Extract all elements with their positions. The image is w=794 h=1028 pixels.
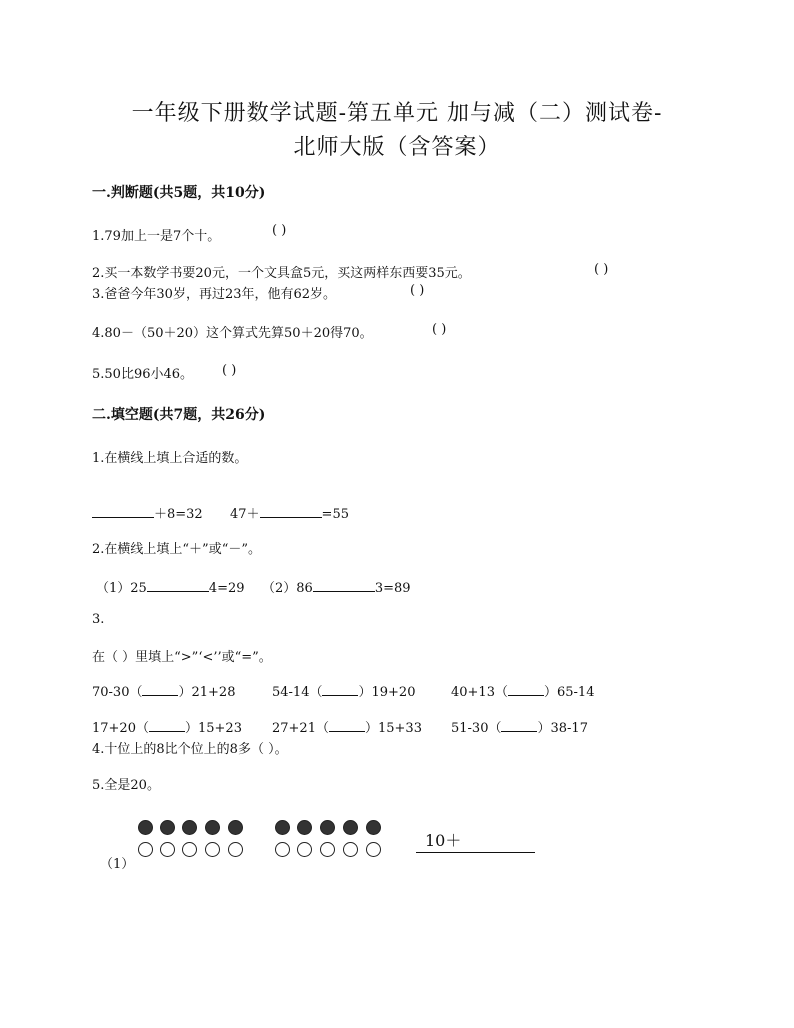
answer-blank[interactable] — [260, 505, 322, 518]
empty-dot — [297, 842, 312, 857]
filled-dot — [138, 820, 153, 835]
filled-dot — [205, 820, 220, 835]
fill-question-2-prompt: 2.在横线上填上“＋”或“－”。 — [92, 542, 261, 557]
question-text: 2.买一本数学书要20元，一个文具盒5元，买这两样东西要35元。 — [92, 266, 471, 281]
expr-text: ＋8=32 — [154, 507, 203, 522]
expr-text: 4=29 — [208, 581, 245, 596]
judge-question-5 — [92, 363, 193, 382]
expr-text: ）65-14 — [543, 685, 595, 700]
answer-paren-3[interactable]: ( ) — [410, 283, 425, 298]
compare-item — [451, 717, 588, 736]
answer-blank[interactable] — [329, 719, 365, 732]
expr-text: ）15+33 — [364, 721, 422, 736]
expr-text: 27+21（ — [272, 721, 329, 736]
judge-question-3 — [92, 283, 336, 302]
section2-heading: 二.填空题(共7题，共26分) — [92, 407, 266, 423]
filled-dot — [320, 820, 335, 835]
answer-blank[interactable] — [501, 719, 537, 732]
answer-paren-2[interactable]: ( ) — [594, 262, 609, 277]
answer-paren-4[interactable]: ( ) — [432, 322, 447, 337]
compare-item — [451, 681, 594, 700]
compare-item — [92, 717, 242, 736]
filled-dot — [275, 820, 290, 835]
fill-question-3-prompt: 在（ ）里填上“>”‘<’’或“=”。 — [92, 650, 272, 665]
answer-blank[interactable] — [92, 505, 154, 518]
question-text: 5.50比96小46。 — [92, 367, 194, 382]
expr-text: 70-30（ — [92, 685, 143, 700]
filled-dot — [160, 820, 175, 835]
filled-dot — [228, 820, 243, 835]
answer-blank[interactable] — [322, 683, 358, 696]
expr-text: 54-14（ — [272, 685, 323, 700]
filled-dot — [366, 820, 381, 835]
empty-dot — [366, 842, 381, 857]
expr-text: =55 — [321, 507, 349, 522]
answer-blank[interactable] — [142, 683, 178, 696]
answer-blank[interactable] — [313, 579, 375, 592]
expr-text: 17+20（ — [92, 721, 149, 736]
fill-question-2-expr-b — [262, 577, 411, 596]
fill-question-1-prompt: 1.在横线上填上合适的数。 — [92, 451, 248, 466]
section1-heading: 一.判断题(共5题，共10分) — [92, 185, 266, 201]
question-text: 4.80－（50＋20）这个算式先算50＋20得70。 — [92, 326, 373, 341]
expr-text: ）15+23 — [184, 721, 242, 736]
expr-text: 51-30（ — [451, 721, 502, 736]
answer-blank[interactable] — [416, 852, 535, 853]
empty-dot — [320, 842, 335, 857]
fill-question-3-number: 3. — [92, 612, 105, 627]
answer-paren-5[interactable]: ( ) — [222, 363, 237, 378]
judge-question-1 — [92, 225, 220, 244]
empty-dot — [275, 842, 290, 857]
filled-dot — [182, 820, 197, 835]
q5-sub-label: （1） — [100, 857, 135, 872]
answer-paren-1[interactable]: ( ) — [272, 223, 287, 238]
empty-dot — [182, 842, 197, 857]
fill-question-1-expr-b — [230, 503, 349, 522]
question-text: 1.79加上一是7个十。 — [92, 229, 221, 244]
empty-dot — [343, 842, 358, 857]
answer-blank[interactable] — [508, 683, 544, 696]
expr-text: （2）86 — [262, 581, 313, 596]
fill-question-4: 4.十位上的8比个位上的8多（ ）。 — [92, 742, 288, 757]
empty-dot — [160, 842, 175, 857]
compare-item — [92, 681, 235, 700]
empty-dot — [228, 842, 243, 857]
expr-text: 40+13（ — [451, 685, 508, 700]
compare-item — [272, 717, 422, 736]
expr-text: ）21+28 — [178, 685, 236, 700]
judge-question-4 — [92, 322, 373, 341]
question-text: 3.爸爸今年30岁，再过23年，他有62岁。 — [92, 287, 337, 302]
page-title-line1: 一年级下册数学试题-第五单元 加与减（二）测试卷- — [131, 101, 663, 126]
fill-question-5: 5.全是20。 — [92, 778, 160, 793]
expr-text: 3=89 — [374, 581, 411, 596]
fill-question-1-expr-a — [92, 503, 203, 522]
answer-blank[interactable] — [147, 579, 209, 592]
judge-question-2 — [92, 262, 471, 281]
expr-text: （1）25 — [96, 581, 147, 596]
answer-blank[interactable] — [149, 719, 185, 732]
filled-dot — [343, 820, 358, 835]
empty-dot — [138, 842, 153, 857]
fill-question-2-expr-a — [96, 577, 245, 596]
empty-dot — [205, 842, 220, 857]
compare-item — [272, 681, 415, 700]
expr-text: ）19+20 — [358, 685, 416, 700]
filled-dot — [297, 820, 312, 835]
expr-text: ）38-17 — [537, 721, 588, 736]
page-title-line2: 北师大版（含答案） — [293, 135, 501, 160]
q5-equation: 10＋ — [425, 831, 462, 850]
expr-text: 47＋ — [230, 507, 260, 522]
